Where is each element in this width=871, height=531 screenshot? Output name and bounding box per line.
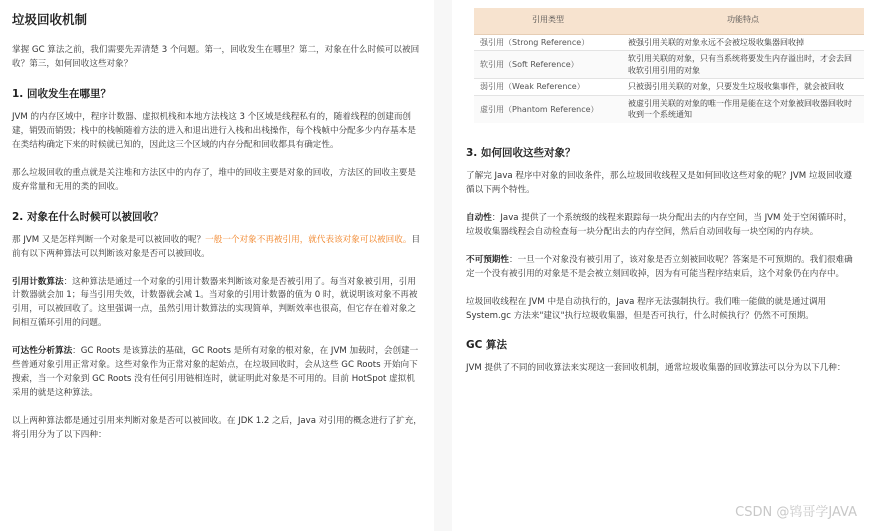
refcount-label: 引用计数算法 [12, 276, 64, 287]
table-row [474, 79, 864, 96]
section-3-heading: 3. 如何回收这些对象？ [466, 147, 576, 160]
section-2-heading: 2. 对象在什么时候可以被回收？ [12, 210, 164, 223]
unpredict-paragraph [466, 254, 860, 282]
reachability-text: ：GC Roots 是该算法的基础，GC Roots 是所有对象的根对象，在 JVM 加载时，会创建一些普通对象引用正常对象。这些对象作为正常对象的起始点，在垃圾回收时，会从这些 GC Roots 开始向下搜索，当一个对象到 GC Roots 没有任何引用链相连时，就证明此对象是不可用的。目前 HotSpot 虚拟机采用的就是这种算法。 [12, 346, 419, 398]
auto-paragraph [466, 212, 860, 240]
table-cell-type: 弱引用（Weak Reference） [474, 79, 622, 96]
auto-text: ：Java 提供了一个系统级的线程来跟踪每一块分配出去的内存空间，当 JVM 处于空闲循环时，垃圾收集器线程会自动检查每一块分配出去的内存空间，然后自动回收每一块空闲的内存块。 [466, 212, 852, 237]
page-title: 垃圾回收机制 [12, 12, 88, 27]
table-cell-feature: 被虚引用关联的对象的唯一作用是能在这个对象被回收器回收时收到一个系统通知 [622, 95, 864, 123]
section-3-paragraph-4: 垃圾回收线程在 JVM 中是自动执行的，Java 程序无法强制执行。我们唯一能做的就是通过调用 System.gc 方法来"建议"执行垃圾收集器，但是否可执行，什么时候执行？仍然不可预期。 [466, 296, 827, 321]
s2-text-b: 目前有以下两种算法可以判断该对象是否可以被回收。 [12, 234, 421, 259]
table-row [474, 95, 864, 123]
table-cell-type: 虚引用（Phantom Reference） [474, 95, 622, 123]
table-cell-feature: 软引用关联的对象，只有当系统将要发生内存溢出时，才会去回收软引用引用的对象 [622, 51, 864, 79]
reachability-paragraph [12, 345, 423, 401]
auto-label: 自动性 [466, 212, 492, 223]
table-cell-type: 软引用（Soft Reference） [474, 51, 622, 79]
table-header-type: 引用类型 [474, 8, 622, 34]
csdn-watermark: CSDN @鸨哥学JAVA [735, 504, 857, 520]
section-1-paragraph-2: 那么垃圾回收的重点就是关注堆和方法区中的内存了，堆中的回收主要是对象的回收，方法区的回收主要是废弃常量和无用的类的回收。 [12, 167, 416, 192]
table-row [474, 51, 864, 79]
table-cell-feature: 被强引用关联的对象永远不会被垃圾收集器回收掉 [622, 34, 864, 51]
table-header-feature: 功能特点 [622, 8, 864, 34]
section-2-paragraph-1 [12, 234, 423, 262]
s2-text-a: 那 JVM 又是怎样判断一个对象是可以被回收的呢？ [12, 234, 206, 245]
section-1-paragraph-1: JVM 的内存区域中，程序计数器、虚拟机栈和本地方法栈这 3 个区域是线程私有的，随着线程的创建而创建，销毁而销毁；栈中的栈帧随着方法的进入和退出进行入栈和出栈操作，每个栈帧中分配多少内存基本是在类结构确定下来的时候就已知的，因此这三个区域的内存分配和回收都具有确定性。 [12, 112, 416, 150]
intro-paragraph: 掌握 GC 算法之前，我们需要先弄清楚 3 个问题。第一，回收发生在哪里？第二，对象在什么时候可以被回收？第三，如何回收这些对象？ [12, 45, 420, 70]
section-1-heading: 1. 回收发生在哪里？ [12, 88, 111, 101]
unpredict-text: ：一旦一个对象没有被引用了，该对象是否立刻被回收呢？答案是不可预期的。我们很难确定一个没有被引用的对象是不是会被立刻回收掉，因为有可能当程序结束后，这个对象仍在内存中。 [466, 254, 853, 279]
section-2-paragraph-4: 以上两种算法都是通过引用来判断对象是否可以被回收。在 JDK 1.2 之后，Java 对引用的概念进行了扩充，将引用分为了以下四种： [12, 415, 422, 440]
right-column [458, 0, 868, 390]
gc-algorithm-paragraph: JVM 提供了不同的回收算法来实现这一套回收机制，通常垃圾收集器的回收算法可以分为以下几种： [466, 363, 846, 374]
left-column [0, 0, 431, 457]
refcount-text: ：这种算法是通过一个对象的引用计数器来判断该对象是否被引用了。每当对象被引用，引用计数器就会加 1；每当引用失效，计数器就会减 1。当对象的引用计数器的值为 0 时，就说明该对象不再被引用，可以被回收了。这里强调一点，虽然引用计数算法的实现简单，判断效率也很高，但它存在着对象之间相互循环引用的问题。 [12, 276, 418, 329]
gc-algorithm-heading: GC 算法 [466, 339, 507, 352]
section-3-paragraph-1: 了解完 Java 程序中对象的回收条件，那么垃圾回收线程又是如何回收这些对象的呢？JVM 垃圾回收遵循以下两个特性。 [466, 171, 852, 195]
table-cell-type: 强引用（Strong Reference） [474, 34, 622, 51]
table-header-row [474, 8, 864, 34]
table-row [474, 34, 864, 51]
reachability-label: 可达性分析算法 [12, 346, 73, 357]
highlight-text: 一般一个对象不再被引用，就代表该对象可以被回收。 [205, 234, 412, 245]
unpredict-label: 不可预期性 [466, 254, 509, 265]
reference-types-table [474, 8, 864, 123]
column-gutter [434, 0, 452, 531]
table-cell-feature: 只被弱引用关联的对象，只要发生垃圾收集事件，就会被回收 [622, 79, 864, 96]
refcount-paragraph [12, 276, 423, 332]
